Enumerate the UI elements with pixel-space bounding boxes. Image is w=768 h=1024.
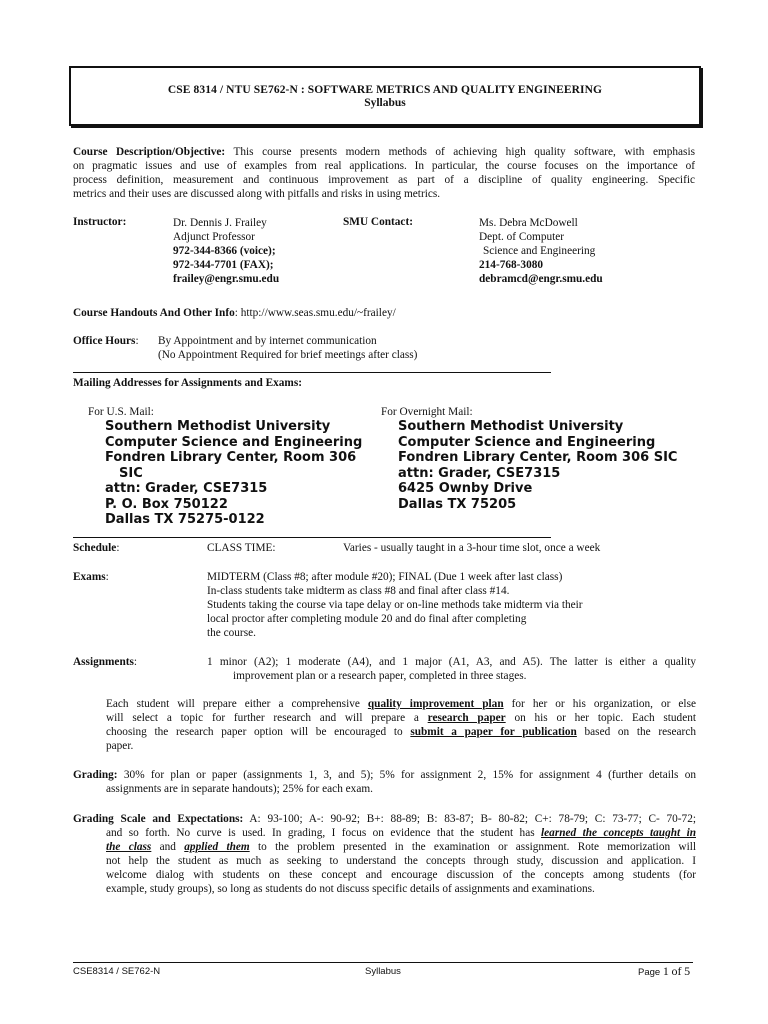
instructor-name: Dr. Dennis J. Frailey bbox=[173, 217, 267, 229]
mailing-heading: Mailing Addresses for Assignments and Exams: bbox=[73, 377, 303, 389]
divider bbox=[73, 537, 551, 538]
office-hours-label-line: Office Hours: bbox=[73, 335, 139, 347]
smu-contact-dept1: Dept. of Computer bbox=[479, 231, 565, 243]
the-class-term: the class bbox=[106, 841, 152, 853]
assignments-label: Assignments bbox=[73, 656, 134, 668]
smu-contact-name: Ms. Debra McDowell bbox=[479, 217, 578, 229]
assignments-text: 1 minor (A2); 1 moderate (A4), and 1 major (A1, A3, and A5). The latter is either a quality improvement plan or a research paper, completed in three stages. bbox=[207, 656, 696, 682]
office-hours-label: Office Hours bbox=[73, 335, 136, 347]
footer-doc-name: Syllabus bbox=[365, 966, 401, 977]
footer-divider bbox=[73, 962, 693, 963]
course-description-label: Course Description/Objective: bbox=[73, 146, 226, 158]
grading-paragraph: Grading: 30% for plan or paper (assignments 1, 3, and 5); 5% for assignment 2, 15% for assignment 4 (further details on assignments are in separate handouts); 25% for each exam. bbox=[73, 769, 696, 795]
class-time-label: CLASS TIME: bbox=[207, 542, 276, 554]
applied-them-term: applied them bbox=[184, 841, 250, 853]
us-mail-address: Southern Methodist University Computer Science and Engineering Fondren Library Center, Room 306 SIC attn: Grader, CSE7315 P. O. Box 750122 Dallas TX 75275-0122 bbox=[105, 419, 363, 527]
grading-scale-label: Grading Scale and Expectations: bbox=[73, 813, 244, 825]
handouts-line bbox=[73, 306, 396, 320]
schedule-label: Schedule bbox=[73, 542, 117, 554]
footer-course: CSE8314 / SE762-N bbox=[73, 966, 161, 977]
document-subtitle: Syllabus bbox=[364, 97, 406, 109]
title-box bbox=[69, 66, 701, 126]
instructor-title: Adjunct Professor bbox=[173, 231, 255, 243]
instructor-label: Instructor: bbox=[73, 216, 127, 228]
exams-label: Exams bbox=[73, 571, 106, 583]
divider bbox=[73, 372, 551, 373]
document-title: CSE 8314 / NTU SE762-N : SOFTWARE METRICS AND QUALITY ENGINEERING bbox=[167, 84, 603, 96]
handouts-label: Course Handouts And Other Info bbox=[73, 307, 235, 319]
instructor-email: frailey@engr.smu.edu bbox=[173, 273, 280, 285]
smu-contact-label: SMU Contact: bbox=[343, 216, 413, 228]
submit-paper-term: submit a paper for publication bbox=[410, 726, 577, 738]
instructor-block bbox=[173, 216, 279, 286]
schedule-label-line: Schedule: bbox=[73, 542, 120, 554]
project-paragraph: Each student will prepare either a comprehensive quality improvement plan for her or his organization, or else will select a topic for further research and will prepare a research paper on his or her topic. Each student choosing the research paper option will be encouraged to submit a paper for publication based on the research paper. bbox=[106, 698, 696, 752]
course-description: Course Description/Objective: This course presents modern methods of achieving high quality software, with emphasis on pragmatic issues and use of examples from real applications. In particular, the course focuses on the importance of process definition, measurement and continuous improvement as part of a discipline of quality engineering. Specific metrics and their uses are discussed along with pitfalls and risks in using metrics. bbox=[73, 146, 695, 200]
learned-concepts-term: learned the concepts taught in bbox=[541, 827, 696, 839]
office-hours-text: By Appointment and by internet communication (No Appointment Required for brief meetings after class) bbox=[158, 335, 418, 361]
class-time-value: Varies - usually taught in a 3-hour time slot, once a week bbox=[343, 542, 601, 554]
instructor-fax: 972-344-7701 (FAX); bbox=[173, 259, 274, 271]
overnight-mail-label: For Overnight Mail: bbox=[381, 406, 473, 418]
smu-contact-email: debramcd@engr.smu.edu bbox=[479, 273, 603, 285]
grading-label: Grading: bbox=[73, 769, 118, 781]
grading-scale-paragraph: Grading Scale and Expectations: A: 93-100; A-: 90-92; B+: 88-89; B: 83-87; B- 80-82; C+: 78-79; C: 73-77; C- 70-72; and so forth. No curve is used. In grading, I focus on evidence that the student has learned the concepts taught in the class and applied them to the problem presented in the examination or assignment. Rote memorization will not help the student as much as seeking to understand the concepts through study, discussion and application. I welcome dialog with students on these concept and encourage discussion of the concepts among students (for example, study groups), so long as students do not discuss specific details of assignments and examinations. bbox=[73, 813, 696, 895]
overnight-mail-address: Southern Methodist University Computer Science and Engineering Fondren Library Center, Room 306 SIC attn: Grader, CSE7315 6425 Ownby Drive Dallas TX 75205 bbox=[398, 419, 678, 512]
footer-page-number: Page 1 of 5 bbox=[638, 964, 691, 978]
exams-label-line: Exams: bbox=[73, 571, 109, 583]
instructor-voice: 972-344-8366 (voice); bbox=[173, 245, 276, 257]
smu-contact-dept2: Science and Engineering bbox=[483, 245, 596, 257]
exams-text: MIDTERM (Class #8; after module #20); FINAL (Due 1 week after last class) In-class students take midterm as class #8 and final after class #14. Students taking the course via tape delay or on-line methods take midterm via their local proctor after completing module 20 and do final after completing the course. bbox=[207, 571, 583, 639]
assignments-label-line: Assignments: bbox=[73, 656, 138, 668]
handouts-url: : http://www.seas.smu.edu/~frailey/ bbox=[234, 307, 396, 319]
research-paper-term: research paper bbox=[427, 712, 506, 724]
us-mail-label: For U.S. Mail: bbox=[88, 406, 154, 418]
smu-contact-phone: 214-768-3080 bbox=[479, 259, 544, 271]
quality-improvement-plan-term: quality improvement plan bbox=[367, 698, 504, 710]
smu-contact-block bbox=[479, 216, 603, 286]
